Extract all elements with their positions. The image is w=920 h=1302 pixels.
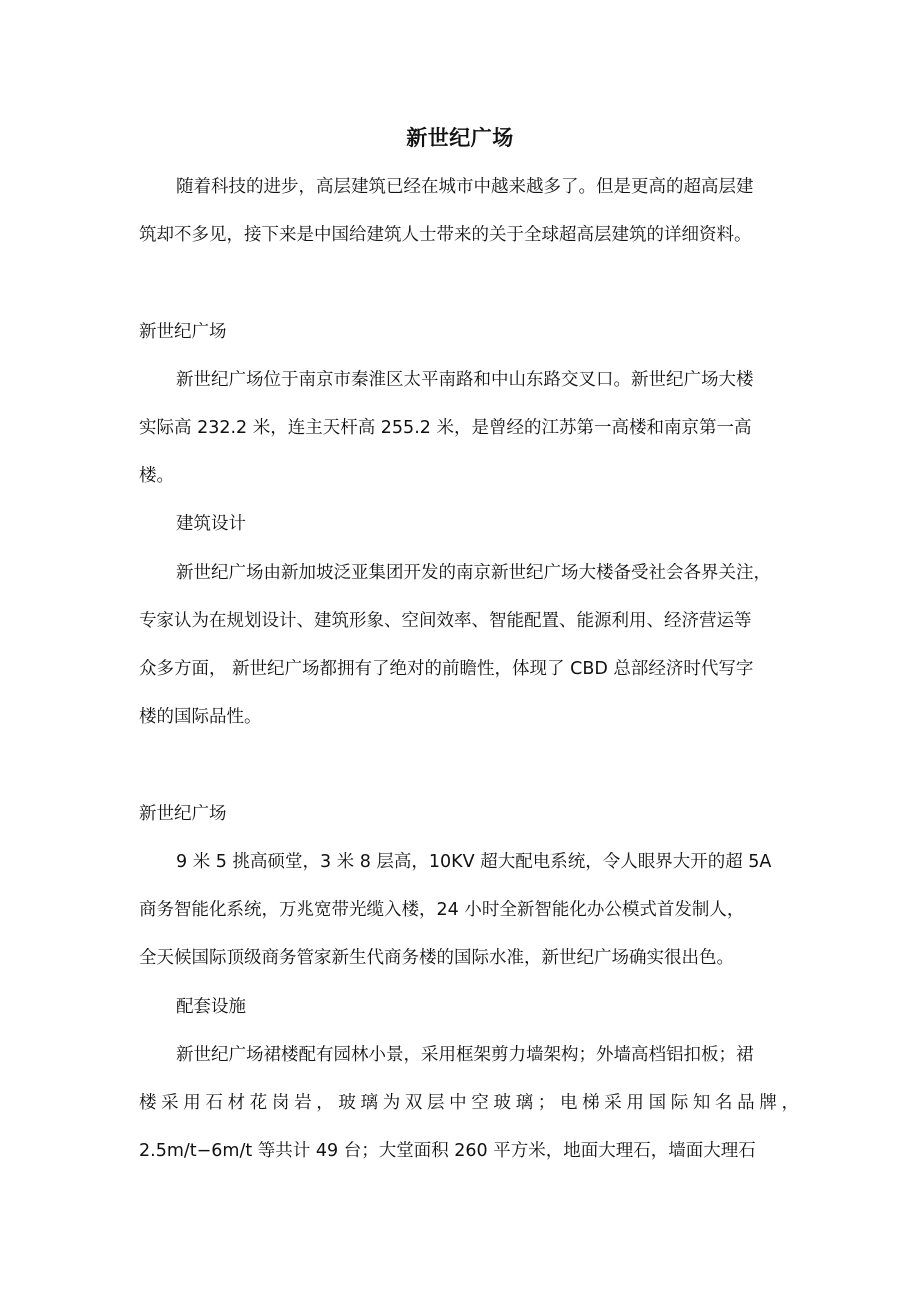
- section-2-para-2-line-2: 楼采用石材花岗岩，玻璃为双层中空玻璃；电梯采用国际知名品牌，: [139, 1093, 799, 1113]
- section-2-para-1-line-1: 9 米 5 挑高硕堂，3 米 8 层高，10KV 超大配电系统，令人眼界大开的超 5A: [176, 852, 772, 872]
- section-1-para-1-line-1: 新世纪广场位于南京市秦淮区太平南路和中山东路交叉口。新世纪广场大楼: [176, 370, 754, 390]
- section-2-para-2-line-3: 2.5m/t−6m/t 等共计 49 台；大堂面积 260 平方米，地面大理石，墙面大理石: [139, 1141, 756, 1161]
- intro-line-1: 随着科技的进步，高层建筑已经在城市中越来越多了。但是更高的超高层建: [176, 177, 754, 197]
- section-1-para-1-line-3: 楼。: [139, 466, 174, 486]
- section-2-para-2-line-1: 新世纪广场裙楼配有园林小景，采用框架剪力墙架构；外墙高档铝扣板；裙: [176, 1045, 754, 1065]
- section-1-para-2-line-2: 专家认为在规划设计、建筑形象、空间效率、智能配置、能源利用、经济营运等: [139, 611, 752, 631]
- section-1-subheading: 建筑设计: [176, 514, 246, 534]
- section-1-para-1-line-2: 实际高 232.2 米，连主天杆高 255.2 米，是曾经的江苏第一高楼和南京第一高: [139, 418, 752, 438]
- section-1-para-2-line-1: 新世纪广场由新加坡泛亚集团开发的南京新世纪广场大楼备受社会各界关注，: [176, 563, 771, 583]
- section-1-heading: 新世纪广场: [139, 322, 227, 342]
- intro-line-2: 筑却不多见，接下来是中国给建筑人士带来的关于全球超高层建筑的详细资料。: [139, 225, 752, 245]
- section-2-para-1-line-2: 商务智能化系统，万兆宽带光缆入楼，24 小时全新智能化办公模式首发制人，: [139, 900, 745, 920]
- section-1-para-2-line-4: 楼的国际品性。: [139, 707, 262, 727]
- section-2-para-1-line-3: 全天候国际顶级商务管家新生代商务楼的国际水准，新世纪广场确实很出色。: [139, 948, 734, 968]
- section-2-heading: 新世纪广场: [139, 804, 227, 824]
- document-title: 新世纪广场: [406, 126, 514, 150]
- section-2-subheading: 配套设施: [176, 997, 246, 1017]
- section-1-para-2-line-3: 众多方面， 新世纪广场都拥有了绝对的前瞻性，体现了 CBD 总部经济时代写字: [139, 659, 754, 679]
